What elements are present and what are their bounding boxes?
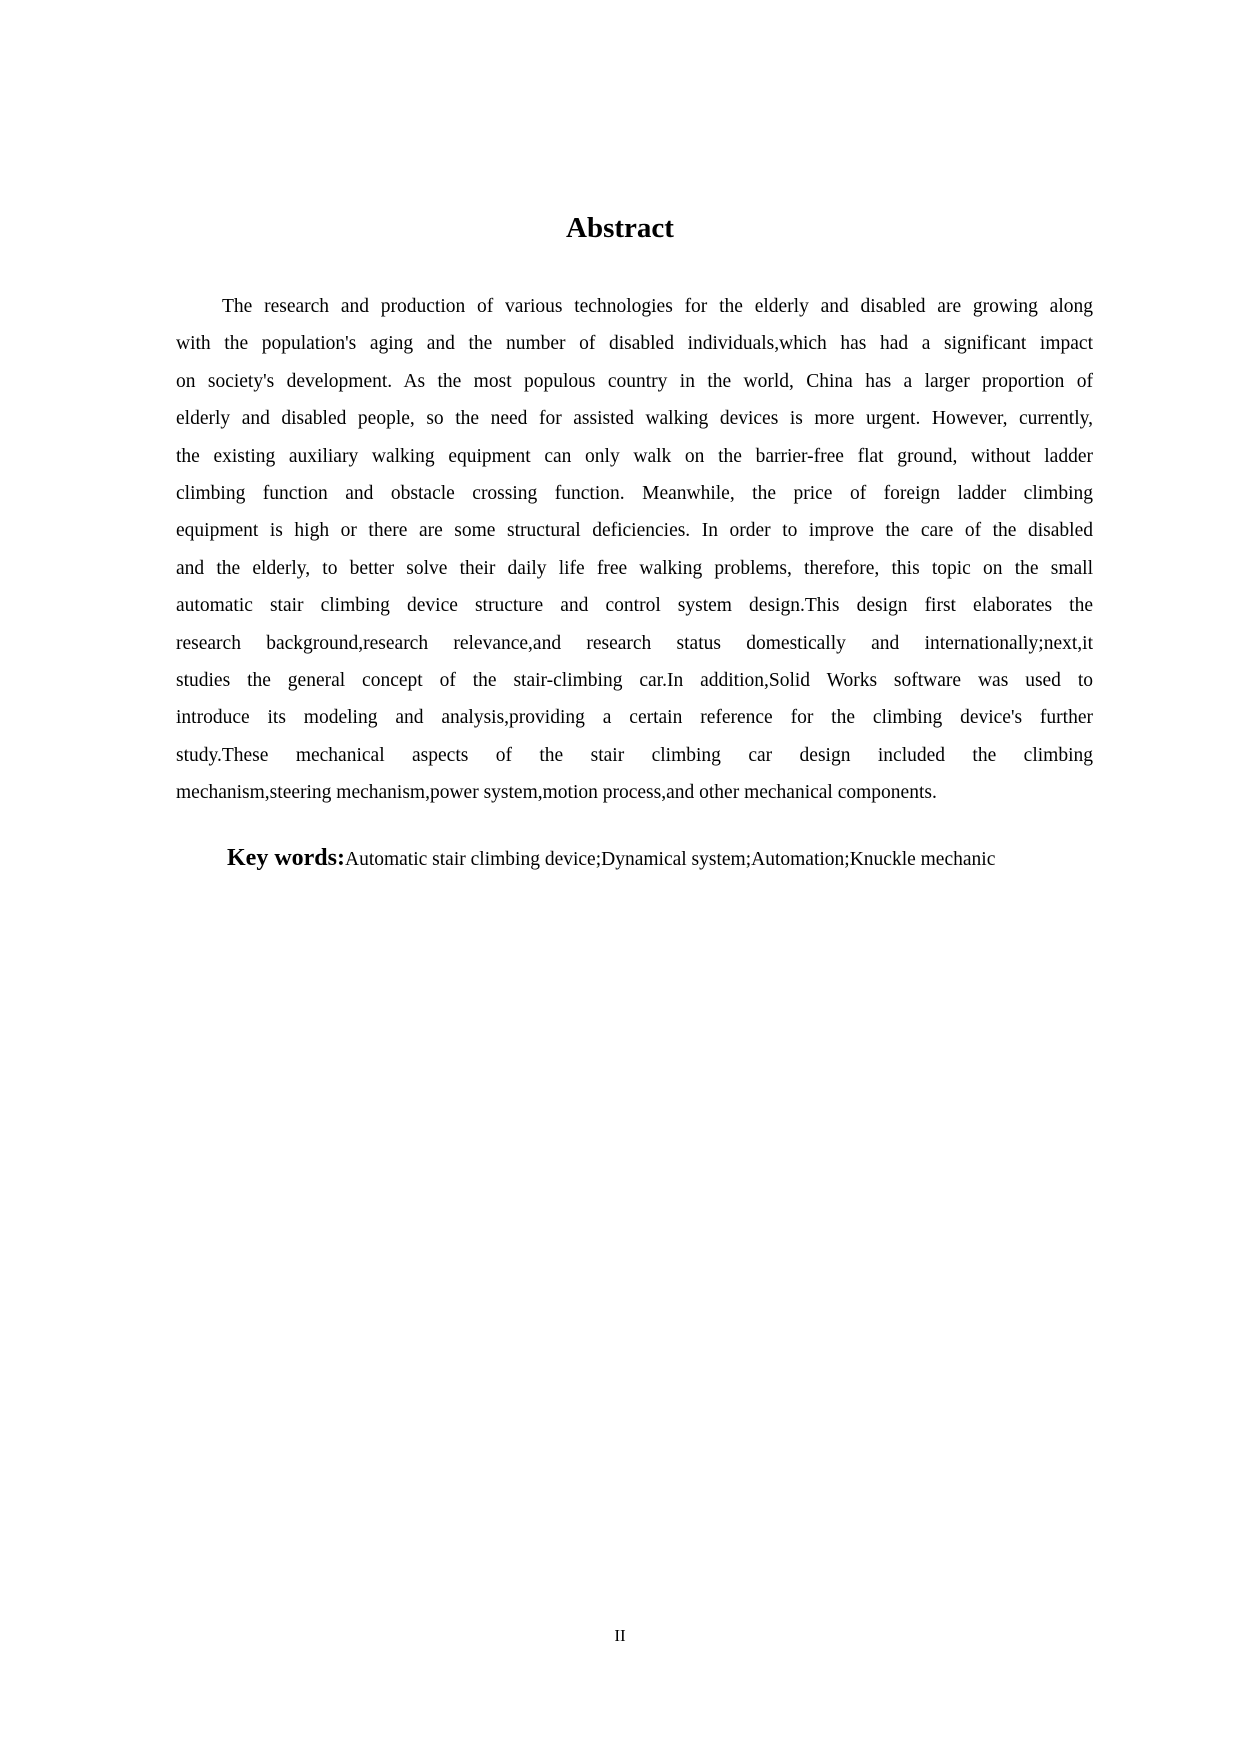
abstract-line: mechanism,steering mechanism,power system,motion process,and other mechanical components. [176, 782, 937, 804]
abstract-line: equipment is high or there are some structural deficiencies. In order to improve the care of the disabled [176, 520, 1093, 542]
abstract-line: and the elderly, to better solve their daily life free walking problems, therefore, this topic on the small [176, 557, 1093, 579]
abstract-body [176, 288, 1093, 811]
keywords [227, 845, 995, 872]
page-number: II [614, 1626, 626, 1645]
abstract-line: elderly and disabled people, so the need for assisted walking devices is more urgent. However, currently, [176, 408, 1093, 430]
abstract-line: the existing auxiliary walking equipment can only walk on the barrier-free flat ground, without ladder [176, 445, 1093, 467]
abstract-line: The research and production of various technologies for the elderly and disabled are growing along [222, 296, 1093, 317]
abstract-line: on society's development. As the most populous country in the world, China has a larger proportion of [176, 370, 1093, 392]
abstract-line: climbing function and obstacle crossing function. Meanwhile, the price of foreign ladder climbing [176, 482, 1093, 504]
abstract-line: automatic stair climbing device structure and control system design.This design first elaborates the [176, 595, 1093, 617]
abstract-line: introduce its modeling and analysis,providing a certain reference for the climbing device's further [176, 707, 1093, 729]
abstract-line: research background,research relevance,and research status domestically and internationally;next,it [176, 632, 1093, 654]
abstract-line: studies the general concept of the stair-climbing car.In addition,Solid Works software was used to [176, 669, 1093, 691]
abstract-line: study.These mechanical aspects of the stair climbing car design included the climbing [176, 744, 1093, 766]
page-title: Abstract [566, 212, 674, 244]
abstract-line: with the population's aging and the number of disabled individuals,which has had a significant impact [176, 333, 1093, 355]
keywords-label: Key words: [227, 845, 345, 871]
keywords-text: Automatic stair climbing device;Dynamical system;Automation;Knuckle mechanic [344, 849, 996, 870]
